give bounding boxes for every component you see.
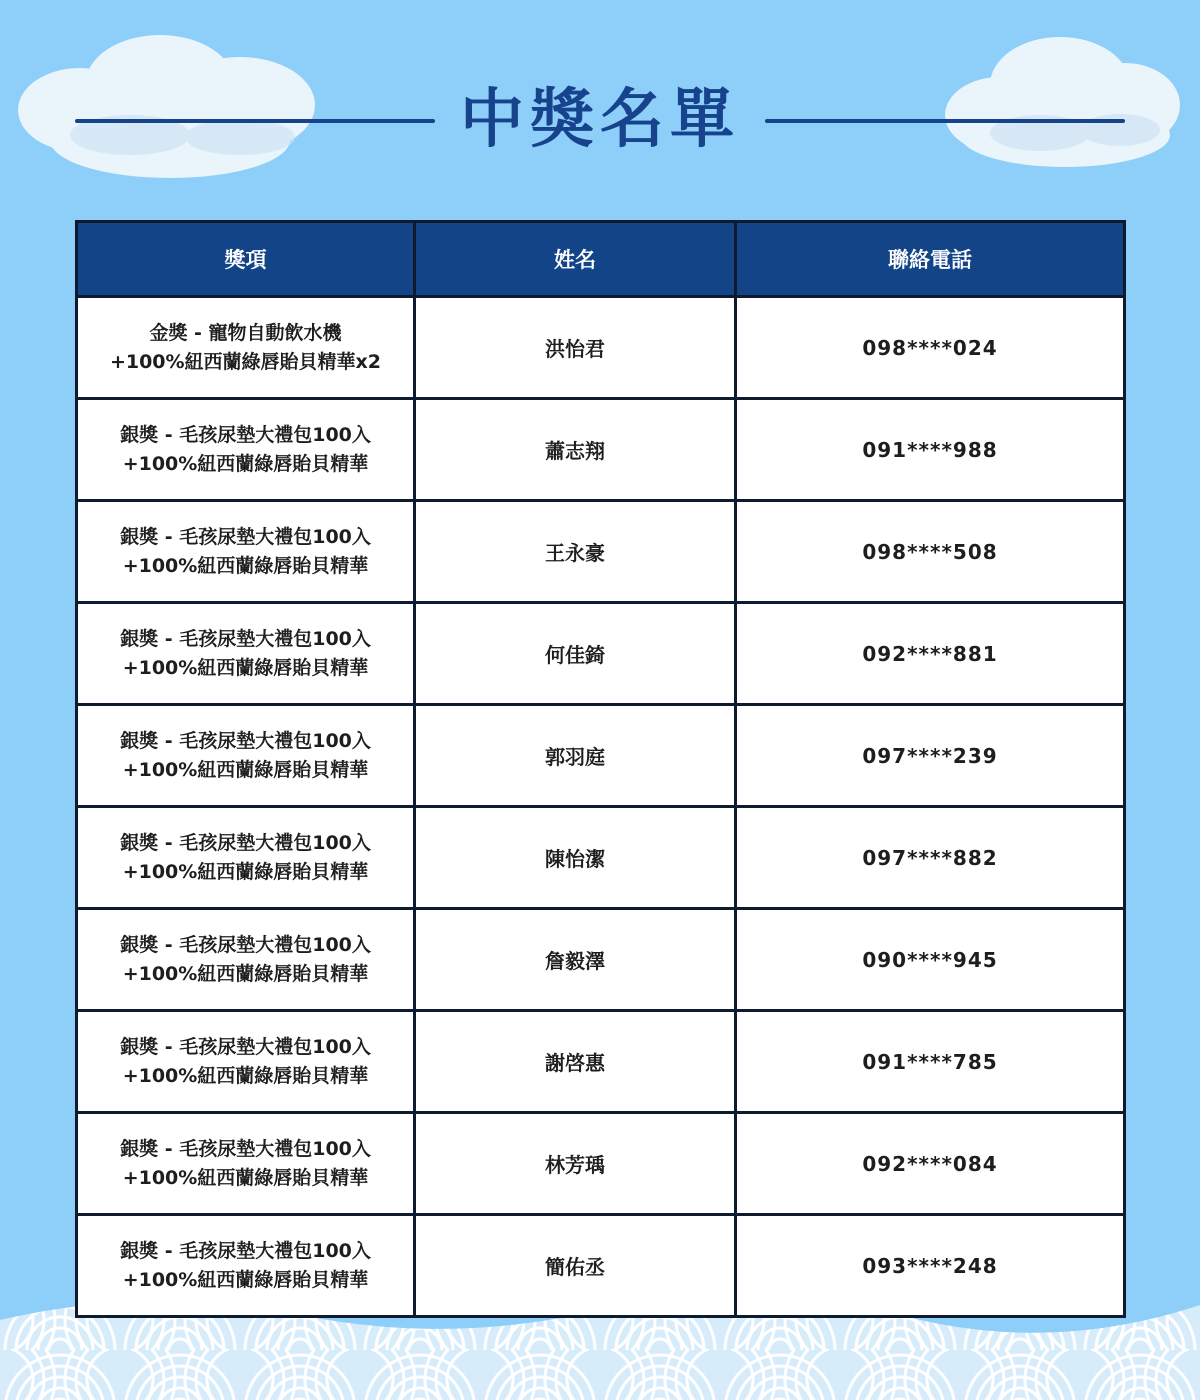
- table-row: [77, 297, 1125, 399]
- prize-title: 銀獎 - 毛孩尿墊大禮包100入: [120, 1239, 371, 1262]
- prize-cell: [77, 603, 415, 705]
- title-left-rule: [75, 119, 435, 123]
- winners-table: [75, 220, 1126, 1318]
- prize-bonus: +100%紐西蘭綠唇貽貝精華: [122, 554, 369, 577]
- winner-phone: 097****882: [736, 807, 1125, 909]
- prize-cell: [77, 705, 415, 807]
- table-row: [77, 1215, 1125, 1317]
- cloud-right-illustration: [940, 25, 1185, 175]
- table-row: [77, 909, 1125, 1011]
- winner-name: 何佳錡: [415, 603, 736, 705]
- prize-title: 金獎 - 寵物自動飲水機: [149, 321, 342, 344]
- winner-name: 王永豪: [415, 501, 736, 603]
- table-row: [77, 501, 1125, 603]
- winner-name: 郭羽庭: [415, 705, 736, 807]
- prize-bonus: +100%紐西蘭綠唇貽貝精華: [122, 758, 369, 781]
- winner-name: 洪怡君: [415, 297, 736, 399]
- winner-phone: 092****084: [736, 1113, 1125, 1215]
- prize-title: 銀獎 - 毛孩尿墊大禮包100入: [120, 933, 371, 956]
- prize-bonus: +100%紐西蘭綠唇貽貝精華: [122, 656, 369, 679]
- winner-name: 簡佑丞: [415, 1215, 736, 1317]
- prize-title: 銀獎 - 毛孩尿墊大禮包100入: [120, 627, 371, 650]
- prize-bonus: +100%紐西蘭綠唇貽貝精華: [122, 962, 369, 985]
- prize-title: 銀獎 - 毛孩尿墊大禮包100入: [120, 525, 371, 548]
- winner-phone: 092****881: [736, 603, 1125, 705]
- header-phone: 聯絡電話: [736, 222, 1125, 297]
- cloud-left-illustration: [10, 25, 340, 185]
- prize-cell: [77, 909, 415, 1011]
- prize-cell: [77, 1011, 415, 1113]
- table-row: [77, 399, 1125, 501]
- page-title: 中獎名單: [460, 83, 740, 157]
- prize-title: 銀獎 - 毛孩尿墊大禮包100入: [120, 423, 371, 446]
- prize-cell: [77, 297, 415, 399]
- prize-bonus: +100%紐西蘭綠唇貽貝精華: [122, 1268, 369, 1291]
- prize-cell: [77, 399, 415, 501]
- prize-title: 銀獎 - 毛孩尿墊大禮包100入: [120, 1035, 371, 1058]
- winner-phone: 093****248: [736, 1215, 1125, 1317]
- prize-title: 銀獎 - 毛孩尿墊大禮包100入: [120, 729, 371, 752]
- winner-phone: 097****239: [736, 705, 1125, 807]
- header-name: 姓名: [415, 222, 736, 297]
- prize-bonus: +100%紐西蘭綠唇貽貝精華: [122, 1166, 369, 1189]
- table-row: [77, 1011, 1125, 1113]
- table-row: [77, 807, 1125, 909]
- winner-phone: 091****785: [736, 1011, 1125, 1113]
- winner-phone: 090****945: [736, 909, 1125, 1011]
- winner-phone: 091****988: [736, 399, 1125, 501]
- prize-cell: [77, 1113, 415, 1215]
- winner-name: 詹毅澤: [415, 909, 736, 1011]
- header-prize: 獎項: [77, 222, 415, 297]
- winner-phone: 098****508: [736, 501, 1125, 603]
- prize-title: 銀獎 - 毛孩尿墊大禮包100入: [120, 1137, 371, 1160]
- winner-name: 陳怡潔: [415, 807, 736, 909]
- prize-cell: [77, 501, 415, 603]
- prize-bonus: +100%紐西蘭綠唇貽貝精華x2: [109, 350, 382, 373]
- prize-cell: [77, 1215, 415, 1317]
- prize-bonus: +100%紐西蘭綠唇貽貝精華: [122, 1064, 369, 1087]
- winner-name: 謝啓惠: [415, 1011, 736, 1113]
- table-row: [77, 603, 1125, 705]
- title-right-rule: [765, 119, 1125, 123]
- table-header-row: [77, 222, 1125, 297]
- prize-bonus: +100%紐西蘭綠唇貽貝精華: [122, 452, 369, 475]
- winner-phone: 098****024: [736, 297, 1125, 399]
- prize-bonus: +100%紐西蘭綠唇貽貝精華: [122, 860, 369, 883]
- winner-name: 蕭志翔: [415, 399, 736, 501]
- table-row: [77, 1113, 1125, 1215]
- table-row: [77, 705, 1125, 807]
- prize-cell: [77, 807, 415, 909]
- winner-name: 林芳瑀: [415, 1113, 736, 1215]
- prize-title: 銀獎 - 毛孩尿墊大禮包100入: [120, 831, 371, 854]
